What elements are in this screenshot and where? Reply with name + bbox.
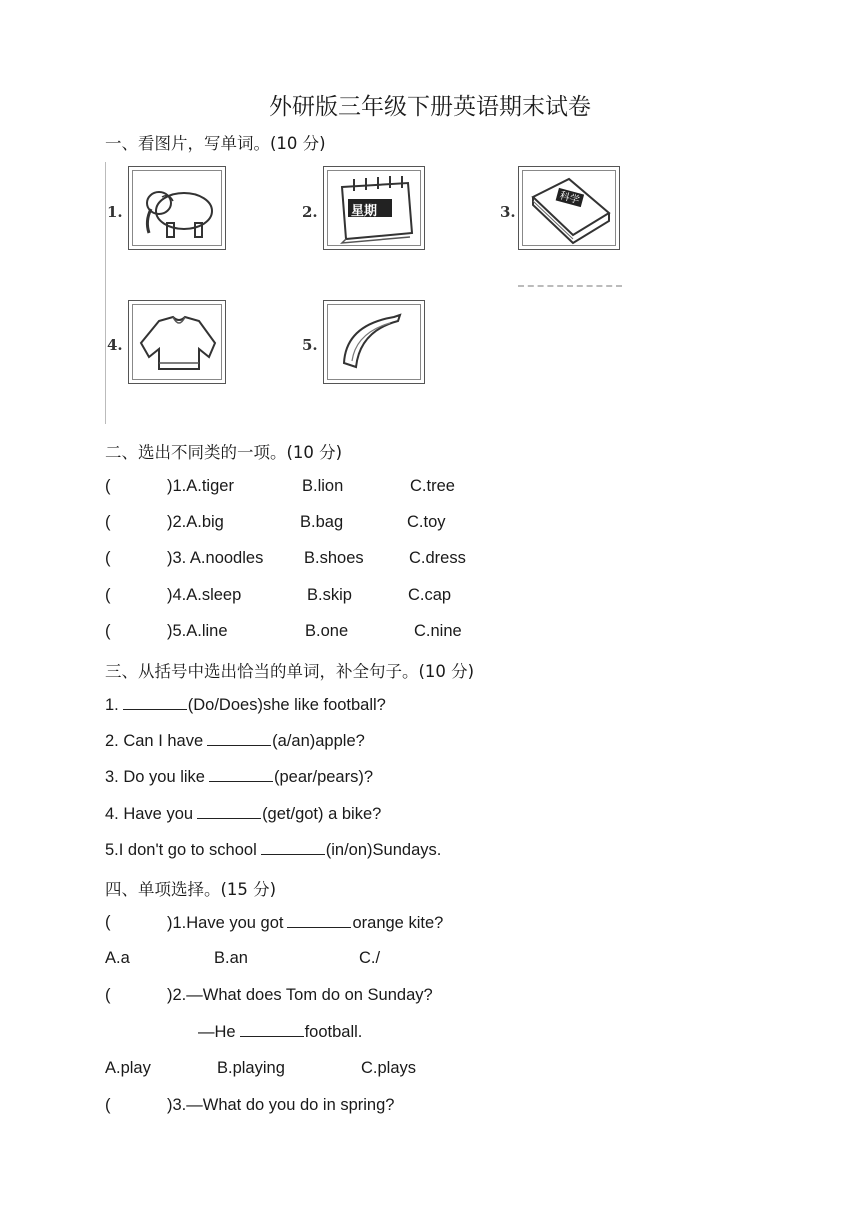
sentence-start: 2. Can I have [105, 732, 204, 750]
picture-number-2: 2. [302, 203, 318, 221]
answer-paren-open: ( [105, 513, 111, 531]
question-text [167, 913, 443, 933]
sentence-start: 1. [105, 696, 119, 714]
option-b: B.one [305, 622, 349, 640]
option-c: C.cap [408, 586, 452, 604]
sweater-icon [129, 301, 225, 383]
part3-item-3 [105, 767, 373, 787]
sentence-end: (in/on)Sundays. [325, 841, 442, 859]
picture-frame-strip [105, 162, 128, 424]
option-b: B.skip [307, 586, 352, 604]
section-1-heading: 一、看图片，写单词。(10 分) [105, 134, 326, 153]
answer-blank[interactable] [240, 1022, 304, 1037]
sentence-end: (get/got) a bike? [262, 805, 382, 823]
answer-line [198, 1022, 362, 1042]
option-a: A.a [105, 949, 130, 967]
sentence-start: 4. Have you [105, 805, 194, 823]
book-label: 科学 [558, 190, 581, 207]
question-start: )1.Have you got [167, 914, 284, 932]
answer-paren-open: ( [105, 622, 111, 640]
picture-book [518, 166, 620, 250]
option-c: C.dress [409, 549, 466, 567]
calendar-label: 星期 [351, 204, 378, 219]
option-a: )4.A.sleep [167, 586, 242, 604]
part3-item-1 [105, 695, 386, 715]
option-c: C.nine [414, 622, 462, 640]
answer-blank[interactable] [197, 804, 261, 819]
question-text: )2.—What does Tom do on Sunday? [167, 986, 433, 1004]
part3-item-4 [105, 804, 381, 824]
option-b: B.shoes [304, 549, 364, 567]
sentence-end: (pear/pears)? [273, 768, 374, 786]
picture-banana [323, 300, 425, 384]
answer-blank[interactable] [123, 695, 187, 710]
part3-item-5 [105, 840, 441, 860]
option-a: )5.A.line [167, 622, 228, 640]
picture-calendar [323, 166, 425, 250]
banana-icon [324, 301, 424, 383]
option-c: C.toy [407, 513, 446, 531]
page-title: 外研版三年级下册英语期末试卷 [269, 94, 591, 120]
question-end: orange kite? [352, 914, 444, 932]
divider [518, 285, 622, 287]
option-a: A.play [105, 1059, 151, 1077]
calendar-icon [324, 167, 424, 249]
part3-item-2 [105, 731, 365, 751]
section-4-heading: 四、单项选择。(15 分) [105, 880, 277, 899]
answer-blank[interactable] [209, 767, 273, 782]
option-c: C./ [359, 949, 381, 967]
sentence-start: 5.I don't go to school [105, 841, 257, 859]
elephant-icon [129, 167, 225, 249]
sentence-end: (a/an)apple? [272, 732, 365, 750]
picture-elephant [128, 166, 226, 250]
picture-number-5: 5. [302, 336, 318, 354]
option-a: )2.A.big [167, 513, 224, 531]
section-3-heading: 三、从括号中选出恰当的单词，补全句子。(10 分) [105, 662, 475, 681]
option-c: C.tree [410, 477, 455, 495]
section-2-heading: 二、选出不同类的一项。(10 分) [105, 443, 343, 462]
option-a: )1.A.tiger [167, 477, 234, 495]
answer-paren-open: ( [105, 586, 111, 604]
option-b: B.an [214, 949, 248, 967]
picture-number-3: 3. [500, 203, 516, 221]
option-b: B.bag [300, 513, 344, 531]
option-b: B.playing [217, 1059, 285, 1077]
answer-start: —He [198, 1023, 236, 1041]
answer-end: football. [304, 1023, 363, 1041]
sentence-start: 3. Do you like [105, 768, 205, 786]
answer-paren-open: ( [105, 477, 111, 495]
option-a: )3. A.noodles [167, 549, 264, 567]
book-icon [519, 167, 619, 249]
option-b: B.lion [302, 477, 344, 495]
picture-number-4: 4. [107, 336, 123, 354]
answer-blank[interactable] [207, 731, 271, 746]
answer-paren-open: ( [105, 986, 111, 1004]
answer-paren-open: ( [105, 549, 111, 567]
answer-paren-open: ( [105, 913, 111, 931]
answer-blank[interactable] [261, 840, 325, 855]
answer-blank[interactable] [287, 913, 351, 928]
answer-paren-open: ( [105, 1096, 111, 1114]
sentence-end: (Do/Does)she like football? [187, 696, 386, 714]
picture-number-1: 1. [107, 203, 123, 221]
picture-sweater [128, 300, 226, 384]
option-c: C.plays [361, 1059, 417, 1077]
question-text: )3.—What do you do in spring? [167, 1096, 395, 1114]
